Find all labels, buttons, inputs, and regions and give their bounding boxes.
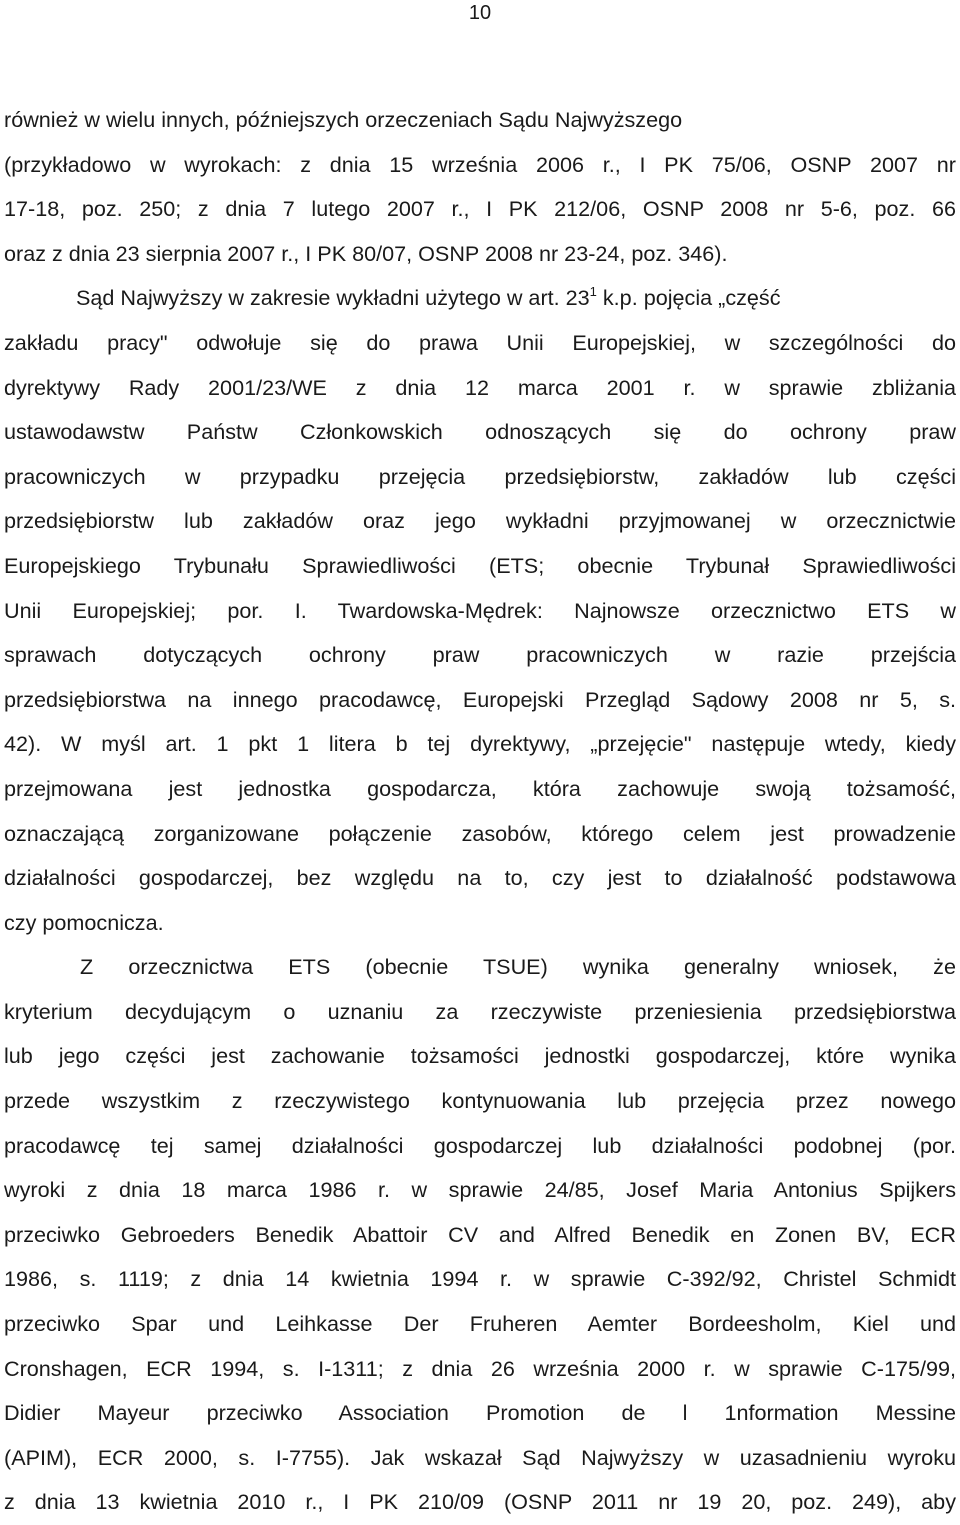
text-line: pracowniczych w przypadku przejęcia przedsiębiorstw, zakładów lub części <box>4 463 956 489</box>
text-line: Cronshagen, ECR 1994, s. I-1311; z dnia 26 września 2000 r. w sprawie C-175/99, <box>4 1355 956 1381</box>
text-line: przejmowana jest jednostka gospodarcza, która zachowuje swoją tożsamość, <box>4 775 956 801</box>
text-line: oznaczającą zorganizowane połączenie zasobów, którego celem jest prowadzenie <box>4 820 956 846</box>
text-line: Unii Europejskiej; por. I. Twardowska-Mędrek: Najnowsze orzecznictwo ETS w <box>4 597 956 623</box>
text-line: 1986, s. 1119; z dnia 14 kwietnia 1994 r. w sprawie C-392/92, Christel Schmidt <box>4 1266 956 1292</box>
text-line: 42). W myśl art. 1 pkt 1 litera b tej dyrektywy, „przejęcie" następuje wtedy, kiedy <box>4 731 956 757</box>
text-line: oraz z dnia 23 sierpnia 2007 r., I PK 80/07, OSNP 2008 nr 23-24, poz. 346). <box>4 240 728 266</box>
text-segment: k.p. pojęcia „część <box>596 285 781 311</box>
text-line: przede wszystkim z rzeczywistego kontynuowania lub przejęcia przez nowego <box>4 1088 956 1114</box>
text-line: (przykładowo w wyrokach: z dnia 15 września 2006 r., I PK 75/06, OSNP 2007 nr <box>4 151 956 177</box>
text-line: (APIM), ECR 2000, s. I-7755). Jak wskazał Sąd Najwyższy w uzasadnieniu wyroku <box>4 1444 956 1470</box>
text-line: czy pomocnicza. <box>4 909 164 935</box>
text-line: 17-18, poz. 250; z dnia 7 lutego 2007 r., I PK 212/06, OSNP 2008 nr 5-6, poz. 66 <box>4 196 956 222</box>
text-line: kryterium decydującym o uznaniu za rzeczywiste przeniesienia przedsiębiorstwa <box>4 998 956 1024</box>
text-line: działalności gospodarczej, bez względu na to, czy jest to działalność podstawowa <box>4 865 956 891</box>
text-line: Z orzecznictwa ETS (obecnie TSUE) wynika generalny wniosek, że <box>80 954 956 980</box>
text-line: z dnia 13 kwietnia 2010 r., I PK 210/09 (OSNP 2011 nr 19 20, poz. 249), aby <box>4 1489 956 1515</box>
text-line: sprawach dotyczących ochrony praw pracowniczych w razie przejścia <box>4 642 956 668</box>
text-line: również w wielu innych, późniejszych orzeczeniach Sądu Najwyższego <box>4 107 683 132</box>
text-line: Europejskiego Trybunału Sprawiedliwości (ETS; obecnie Trybunał Sprawiedliwości <box>4 552 956 578</box>
text-line: zakładu pracy" odwołuje się do prawa Unii Europejskiej, w szczególności do <box>4 329 956 355</box>
superscript: 1 <box>589 284 597 300</box>
text-line: przeciwko Spar und Leihkasse Der Fruheren Aemter Bordeesholm, Kiel und <box>4 1311 956 1337</box>
text-segment: Sąd Najwyższy w zakresie wykładni użytego w art. 23 <box>76 285 590 311</box>
text-line: przeciwko Gebroeders Benedik Abattoir CV and Alfred Benedik en Zonen BV, ECR <box>4 1221 956 1247</box>
page-number: 10 <box>468 2 492 24</box>
text-line: dyrektywy Rady 2001/23/WE z dnia 12 marca 2001 r. w sprawie zbliżania <box>4 374 956 400</box>
text-line: lub jego części jest zachowanie tożsamości jednostki gospodarczej, które wynika <box>4 1043 956 1069</box>
text-line: przedsiębiorstw lub zakładów oraz jego wykładni przyjmowanej w orzecznictwie <box>4 508 956 534</box>
text-line: wyroki z dnia 18 marca 1986 r. w sprawie 24/85, Josef Maria Antonius Spijkers <box>4 1177 956 1203</box>
text-line: Didier Mayeur przeciwko Association Promotion de l 1nformation Messine <box>4 1400 956 1426</box>
text-line: ustawodawstw Państw Członkowskich odnoszących się do ochrony praw <box>4 419 956 445</box>
text-line-with-superscript <box>4 276 956 321</box>
document-body <box>4 98 956 1525</box>
text-line: pracodawcę tej samej działalności gospodarczej lub działalności podobnej (por. <box>4 1132 956 1158</box>
text-line: przedsiębiorstwa na innego pracodawcę, Europejski Przegląd Sądowy 2008 nr 5, s. <box>4 686 956 712</box>
